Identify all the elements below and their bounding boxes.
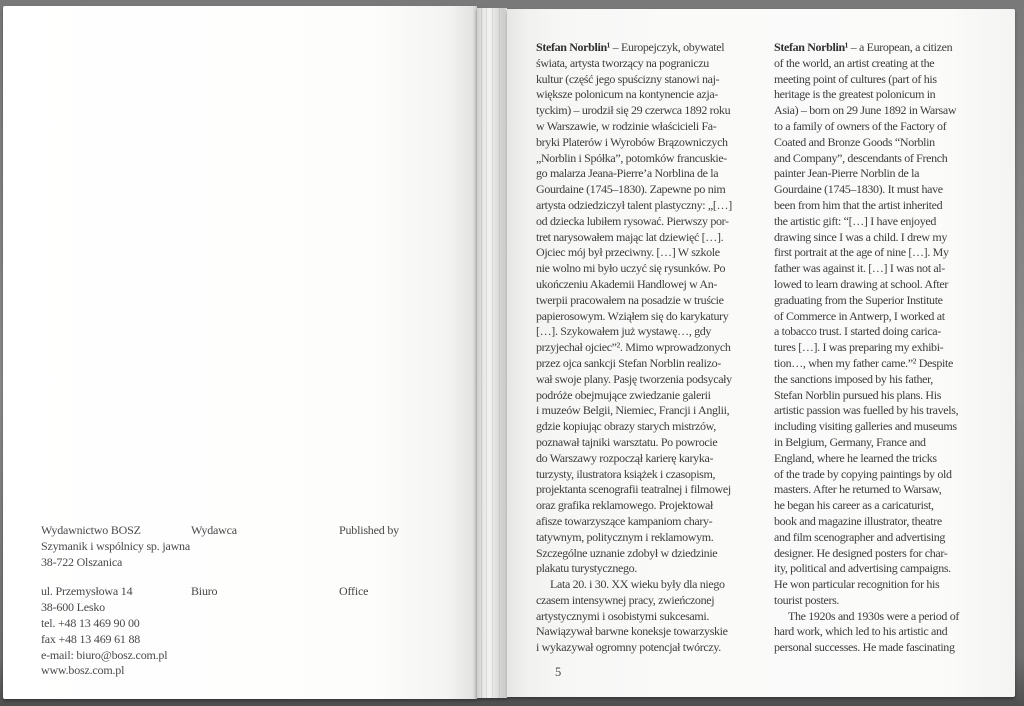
text-line: go malarza Jeana-Pierre’a Norblina de la <box>536 166 719 181</box>
text-line: wał swoje plany. Pasję tworzenia podsycały <box>536 371 732 386</box>
text-line: podróże obejmujące zwiedzanie galerii <box>536 387 711 402</box>
text-line: plakatu turystycznego. <box>536 561 637 576</box>
text-line: to a family of owners of the Factory of <box>774 118 947 133</box>
text-line: twerpii pracowałem na posadzie w truście <box>536 292 724 307</box>
text-line: tures […]. I was preparing my exhibi- <box>774 340 944 355</box>
text-line: father was against it. […] I was not al- <box>774 261 945 276</box>
text-line: tel. +48 13 469 90 00 <box>41 615 140 630</box>
text-line: heritage is the greatest polonicum in <box>774 87 936 102</box>
text-line: including visiting galleries and museums <box>774 419 957 434</box>
office-label-en: Office <box>339 584 369 599</box>
text-line: papierosowym. Wziąłem się do karykatury <box>536 308 729 323</box>
text-line: personal successes. He made fascinating <box>774 640 955 655</box>
text-line: przyjechał ojciec”². Mimo wprowadzonych <box>536 340 731 355</box>
text-line: przez ojca sankcji Stefan Norblin realizo- <box>536 355 721 370</box>
text-line: Stefan Norblin pursued his plans. His <box>774 387 942 402</box>
text-line: of the world, an artist creating at the <box>774 55 935 70</box>
text-line: tourist posters. <box>774 592 840 607</box>
text-line: fax +48 13 469 61 88 <box>41 631 141 646</box>
office-label-pl: Biuro <box>191 584 218 599</box>
polish-text-column <box>536 40 732 656</box>
text-line: tion…, when my father came.”² Despite <box>774 355 953 370</box>
text-line: poznawał tajniki warsztatu. Po powrocie <box>536 434 718 449</box>
text-line: the artistic gift: “[…] I have enjoyed <box>774 213 936 228</box>
text-line: i muzeów Belgii, Niemiec, Francji i Anglii, <box>536 403 730 418</box>
text-line: od dziecka lubiłem rysować. Pierwszy por- <box>536 213 729 228</box>
text-line: ity, political and advertising campaigns. <box>774 561 951 576</box>
text-line: do Warszawy rozpoczął karierę karyka- <box>536 450 714 465</box>
text-line: 38-600 Lesko <box>41 600 105 615</box>
text-line: artysta odziedziczył talent plastyczny: „[…] <box>536 197 732 212</box>
text-line: ul. Przemysłowa 14 <box>41 584 133 599</box>
text-line: www.bosz.com.pl <box>41 663 125 678</box>
text-line: Nawiązywał barwne koneksje towarzyskie <box>536 624 728 639</box>
text-line: Coated and Bronze Goods “Norblin <box>774 134 935 149</box>
text-line: Szczególne uznanie zdobył w dziedzinie <box>536 545 718 560</box>
text-line: painter Jean-Pierre Norblin de la <box>774 166 920 181</box>
text-line: nie wolno mi było uczyć się rysunków. Po <box>536 261 726 276</box>
text-line: Szymanik i wspólnicy sp. jawna <box>41 538 190 553</box>
text-line: świata, artysta tworzący na pograniczu <box>536 55 709 70</box>
text-line: been from him that the artist inherited <box>774 197 943 212</box>
text-line: turzysty, ilustratora książek i czasopism, <box>536 466 716 481</box>
text-line: artystycznymi i osobistymi sukcesami. <box>536 608 710 623</box>
left-page <box>3 6 477 699</box>
office-address <box>41 584 191 679</box>
text-line: meeting point of cultures (part of his <box>774 71 937 86</box>
text-line: Ojciec mój był przeciwny. […] W szkole <box>536 245 720 260</box>
text-line: Lata 20. i 30. XX wieku były dla niego <box>550 577 725 592</box>
text-line: e-mail: biuro@bosz.com.pl <box>41 647 168 662</box>
text-line: first portrait at the age of nine […]. My <box>774 245 949 260</box>
text-line: większe polonicum na kontynencie azja- <box>536 87 718 102</box>
text-line: Gourdaine (1745–1830). It must have <box>774 182 943 197</box>
text-line: drawing since I was a child. I drew my <box>774 229 947 244</box>
text-line: Gourdaine (1745–1830). Zapewne po nim <box>536 182 726 197</box>
text-line: Stefan Norblin¹ – Europejczyk, obywatel <box>536 40 725 54</box>
text-line: He won particular recognition for his <box>774 577 940 592</box>
text-line: The 1920s and 1930s were a period of <box>788 608 960 623</box>
text-line: w Warszawie, w rodzinie właścicieli Fa- <box>536 118 717 133</box>
text-line: and Company”, descendants of French <box>774 150 948 165</box>
text-line: afisze towarzyszące kampaniom chary- <box>536 513 713 528</box>
text-line: a tobacco trust. I started doing carica- <box>774 324 941 339</box>
text-line: artistic passion was fuelled by his travels, <box>774 403 959 418</box>
text-line: he began his career as a caricaturist, <box>774 498 934 513</box>
right-page <box>507 9 1015 697</box>
text-line: tyckim) – urodził się 29 czerwca 1892 roku <box>536 103 731 118</box>
book-gutter <box>477 8 507 698</box>
colophon <box>41 523 461 679</box>
publisher-label-en: Published by <box>339 523 399 537</box>
text-line: ukończeniu Akademii Handlowej w An- <box>536 276 718 291</box>
text-line: czasem intensywnej pracy, zwieńczonej <box>536 592 715 607</box>
text-line: book and magazine illustrator, theatre <box>774 513 942 528</box>
text-line: lowed to learn drawing at school. After <box>774 276 948 291</box>
text-line: masters. After he returned to Warsaw, <box>774 482 942 497</box>
publisher-label-pl: Wydawca <box>191 523 237 537</box>
text-line: projektanta scenografii teatralnej i filmowej <box>536 482 731 497</box>
text-line: i wykazywał ogromny potencjał twórczy. <box>536 640 721 655</box>
text-line: tret narysowałem mając lat dziewięć […]. <box>536 229 724 244</box>
text-line: Stefan Norblin¹ – a European, a citizen <box>774 40 953 54</box>
page-number: 5 <box>555 665 562 679</box>
text-line: […]. Szykowałem już wystawę…, gdy <box>536 324 712 339</box>
publisher-address <box>41 523 191 570</box>
text-line: the sanctions imposed by his father, <box>774 371 933 386</box>
text-line: designer. He designed posters for char- <box>774 545 948 560</box>
text-line: Asia) – born on 29 June 1892 in Warsaw <box>774 103 957 118</box>
text-line: of the trade by copying paintings by old <box>774 466 952 481</box>
text-line: graduating from the Superior Institute <box>774 292 943 307</box>
english-text-column <box>774 40 959 656</box>
text-line: „Norblin i Spółka”, potomków francuskie- <box>536 150 727 165</box>
text-line: in Belgium, Germany, France and <box>774 434 926 449</box>
text-line: Wydawnictwo BOSZ <box>41 523 141 537</box>
text-line: gdzie kopiując obrazy starych mistrzów, <box>536 419 716 434</box>
text-line: England, where he learned the tricks <box>774 450 937 465</box>
text-line: tatywnym, politycznym i reklamowym. <box>536 529 714 544</box>
text-line: and film scenographer and advertising <box>774 529 945 544</box>
text-line: 38-722 Olszanica <box>41 554 123 569</box>
office-row <box>41 584 461 679</box>
text-line: bryki Platerów i Wyrobów Brązowniczych <box>536 134 728 149</box>
text-line: of Commerce in Antwerp, I worked at <box>774 308 945 323</box>
text-line: oraz grafika reklamowego. Projektował <box>536 498 713 513</box>
publisher-row <box>41 523 461 570</box>
text-line: kultur (część jego spuścizny stanowi naj- <box>536 71 720 86</box>
text-line: hard work, which led to his artistic and <box>774 624 948 639</box>
